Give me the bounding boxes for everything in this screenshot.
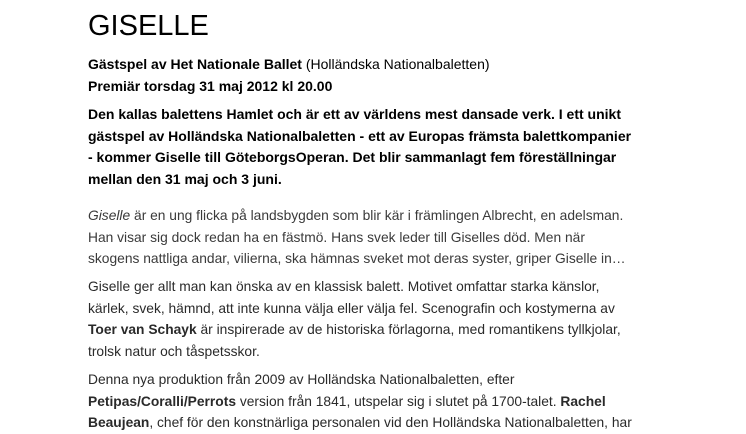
story-paragraph: [88, 205, 738, 270]
beaujean-name: Beaujean: [88, 415, 150, 430]
company-note: (Holländska Nationalbaletten): [301, 56, 490, 72]
guest-performance-line: [88, 55, 490, 73]
choreographers-names: Petipas/Coralli/Perrots: [88, 393, 236, 409]
page-title: GISELLE: [88, 10, 209, 42]
lead-paragraph: [88, 104, 738, 190]
production-line: [88, 412, 738, 434]
description-line: Giselle ger allt man kan önska av en klassisk balett. Motivet omfattar starka känslor,: [88, 279, 600, 294]
production-text: , chef för den konstnärliga personalen vid den Holländska Nationalbaletten, har: [149, 415, 632, 430]
description-text: är inspirerade av de historiska förlagorna, med romantikens tyllkjolar,: [196, 322, 621, 337]
story-line: [88, 205, 738, 227]
description-line: [88, 319, 738, 341]
company-name: Gästspel av Het Nationale Ballet: [88, 56, 302, 72]
production-line: Denna nya produktion från 2009 av Holländska Nationalbaletten, efter: [88, 372, 515, 387]
story-line: Han visar sig dock redan ha en fästmö. Hans svek leder till Giselles död. Men när: [88, 229, 585, 245]
story-text: är en ung flicka på landsbygden som blir kär i främlingen Albrecht, en adelsman.: [130, 208, 624, 223]
description-line: kärlek, svek, hämnd, att inte kunna välja eller välja fel. Scenografin och kostymerna av: [88, 300, 615, 316]
lead-line: mellan den 31 maj och 3 juni.: [88, 170, 282, 187]
work-title-italic: Giselle: [88, 208, 131, 223]
description-line: trolsk natur och tåspetsskor.: [88, 343, 260, 359]
rachel-name: Rachel: [560, 393, 606, 409]
production-paragraph: [88, 369, 738, 434]
production-text: version från 1841, utspelar sig i slutet på 1700-talet.: [236, 393, 561, 409]
story-line: skogens nattliga andar, vilierna, ska hämnas sveket mot deras syster, griper Giselle in…: [88, 251, 626, 266]
lead-line: Den kallas balettens Hamlet och är ett av världens mest dansade verk. I ett unikt: [88, 106, 621, 122]
designer-name: Toer van Schayk: [88, 322, 197, 337]
description-paragraph: [88, 276, 738, 362]
production-line: [88, 391, 738, 413]
lead-line: gästspel av Holländska Nationalbaletten - ett av Europas främsta balettkompanier: [88, 127, 632, 144]
premiere-line: Premiär torsdag 31 maj 2012 kl 20.00: [88, 78, 333, 94]
lead-line: - kommer Giselle till GöteborgsOperan. Det blir sammanlagt fem föreställningar: [88, 149, 617, 165]
